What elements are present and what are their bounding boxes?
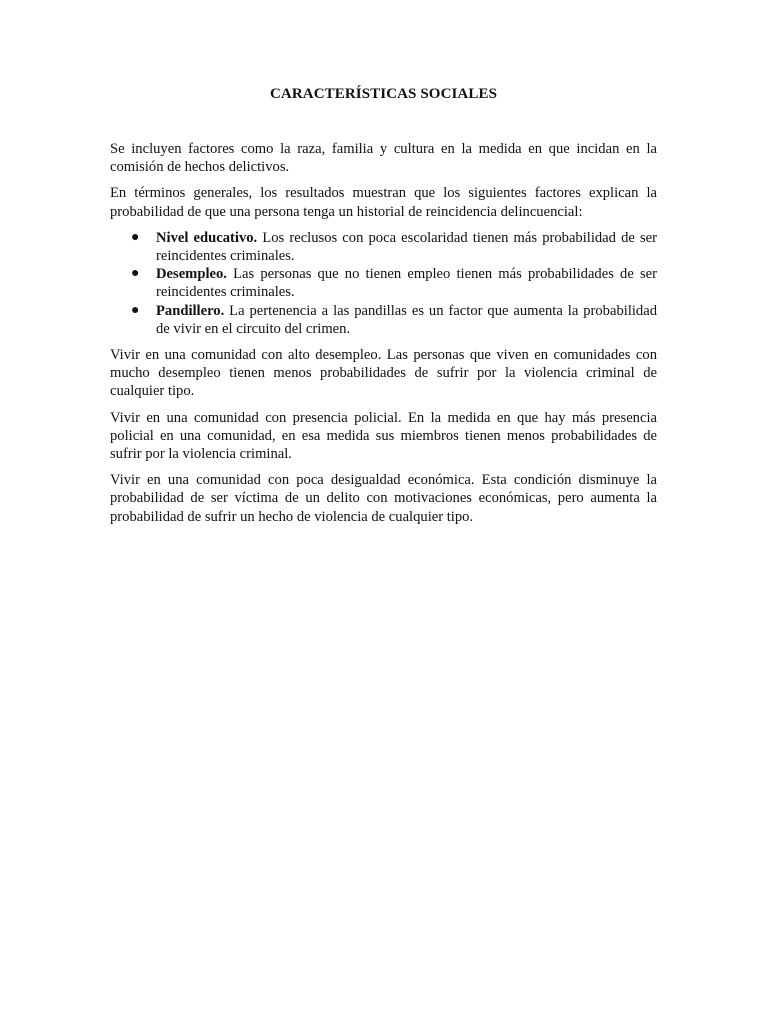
list-item (110, 229, 657, 265)
list-item-term: Pandillero. (156, 302, 225, 319)
bullet-icon: ● (131, 229, 140, 245)
list-item (110, 302, 657, 338)
intro-paragraph-2: En términos generales, los resultados muestran que los siguientes factores explican la probabilidad de que una persona tenga un historial de reincidencia delincuencial: (110, 185, 657, 220)
list-item-term: Nivel educativo. (156, 229, 258, 246)
document-page (110, 84, 657, 534)
factors-list (110, 229, 657, 338)
bullet-icon: ● (131, 302, 140, 318)
body-paragraph-inequality: Vivir en una comunidad con poca desigualdad económica. Esta condición disminuye la probabilidad de ser víctima de un delito con motivaciones económicas, pero aumenta la probabilidad de sufrir un hecho de violencia de cualquier tipo. (110, 472, 657, 525)
body-paragraph-police: Vivir en una comunidad con presencia policial. En la medida en que hay más presencia policial en una comunidad, en esa medida sus miembros tienen menos probabilidades de sufrir por la violencia criminal. (110, 409, 657, 463)
intro-paragraph: Se incluyen factores como la raza, familia y cultura en la medida en que incidan en la comisión de hechos delictivos. (110, 141, 657, 176)
body-paragraph-unemployment: Vivir en una comunidad con alto desempleo. Las personas que viven en comunidades con mucho desempleo tienen menos probabilidades de sufrir por la violencia criminal de cualquier tipo. (110, 347, 657, 400)
document-title: CARACTERÍSTICAS SOCIALES (269, 86, 498, 102)
list-item (110, 265, 657, 301)
list-item-text: La pertenencia a las pandillas es un factor que aumenta la probabilidad de vivir en el circuito del crimen. (156, 302, 657, 337)
list-item-text: Las personas que no tienen empleo tienen más probabilidades de ser reincidentes criminales. (156, 266, 657, 301)
bullet-icon: ● (131, 266, 140, 282)
list-item-text: Los reclusos con poca escolaridad tienen más probabilidad de ser reincidentes criminales. (156, 229, 657, 265)
list-item-term: Desempleo. (156, 266, 227, 283)
